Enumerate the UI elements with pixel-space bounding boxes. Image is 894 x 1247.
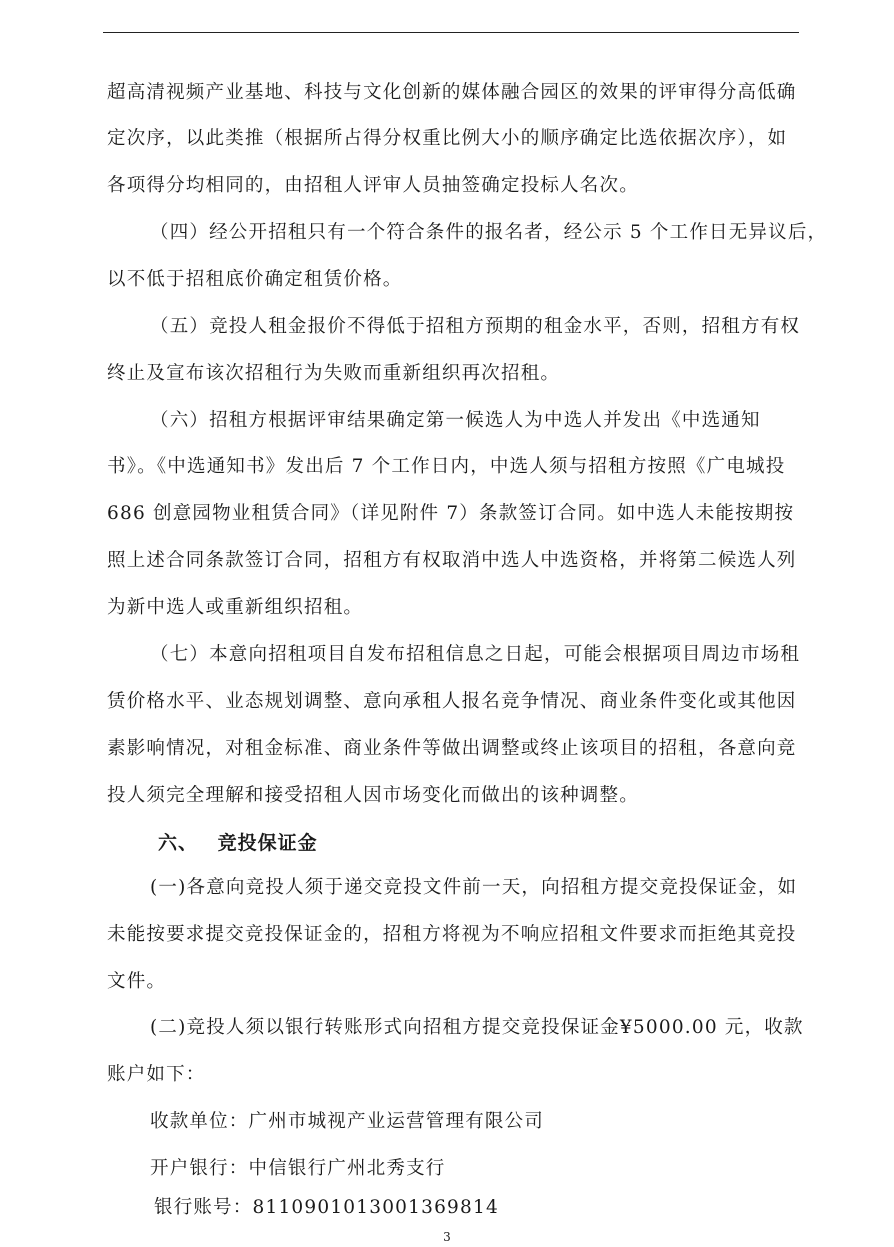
paragraph-line: （五）竞投人租金报价不得低于招租方预期的租金水平，否则，招租方有权 xyxy=(150,316,801,337)
paragraph-line: 超高清视频产业基地、科技与文化创新的媒体融合园区的效果的评审得分高低确 xyxy=(107,82,797,103)
paragraph-line: 各项得分均相同的，由招租人评审人员抽签确定投标人名次。 xyxy=(107,175,639,196)
account-payee-line: 收款单位：广州市城视产业运营管理有限公司 xyxy=(150,1111,545,1132)
paragraph-line: (二)竞投人须以银行转账形式向招租方提交竞投保证金¥5000.00 元，收款 xyxy=(150,1017,804,1038)
page-number: 3 xyxy=(443,1230,451,1244)
paragraph-line: 照上述合同条款签订合同，招租方有权取消中选人中选资格，并将第二候选人列 xyxy=(107,550,797,571)
paragraph-line: 账户如下： xyxy=(107,1064,206,1085)
account-bank-line: 开户银行：中信银行广州北秀支行 xyxy=(150,1158,446,1179)
paragraph-line: 未能按要求提交竞投保证金的，招租方将视为不响应招租文件要求而拒绝其竞投 xyxy=(107,924,797,945)
paragraph-line: （六）招租方根据评审结果确定第一候选人为中选人并发出《中选通知 xyxy=(150,410,761,431)
paragraph-line: 686 创意园物业租赁合同》（详见附件 7）条款签订合同。如中选人未能按期按 xyxy=(107,503,795,524)
section-number: 六、 xyxy=(158,832,199,854)
paragraph-line: 定次序，以此类推（根据所占得分权重比例大小的顺序确定比选依据次序），如 xyxy=(107,128,788,149)
section-heading xyxy=(158,828,318,855)
paragraph-line: 终止及宣布该次招租行为失败而重新组织再次招租。 xyxy=(107,363,561,384)
paragraph-line: 素影响情况，对租金标准、商业条件等做出调整或终止该项目的招租，各意向竞 xyxy=(107,738,797,759)
paragraph-line: 书》。《中选通知书》发出后 7 个工作日内，中选人须与招租方按照《广电城投 xyxy=(107,456,786,477)
paragraph-line: （七）本意向招租项目自发布招租信息之日起，可能会根据项目周边市场租 xyxy=(150,644,801,665)
paragraph-line: （四）经公开招租只有一个符合条件的报名者，经公示 5 个工作日无异议后， xyxy=(150,222,828,243)
account-number-line: 银行账号：8110901013001369814 xyxy=(154,1197,499,1218)
paragraph-line: 赁价格水平、业态规划调整、意向承租人报名竞争情况、商业条件变化或其他因 xyxy=(107,691,797,712)
paragraph-line: (一)各意向竞投人须于递交竞投文件前一天，向招租方提交竞投保证金，如 xyxy=(150,877,798,898)
paragraph-line: 以不低于招租底价确定租赁价格。 xyxy=(107,269,403,290)
paragraph-line: 投人须完全理解和接受招租人因市场变化而做出的该种调整。 xyxy=(107,785,639,806)
section-title: 竞投保证金 xyxy=(217,832,318,854)
paragraph-line: 为新中选人或重新组织招租。 xyxy=(107,597,364,618)
paragraph-line: 文件。 xyxy=(107,971,167,992)
header-rule xyxy=(103,32,799,33)
